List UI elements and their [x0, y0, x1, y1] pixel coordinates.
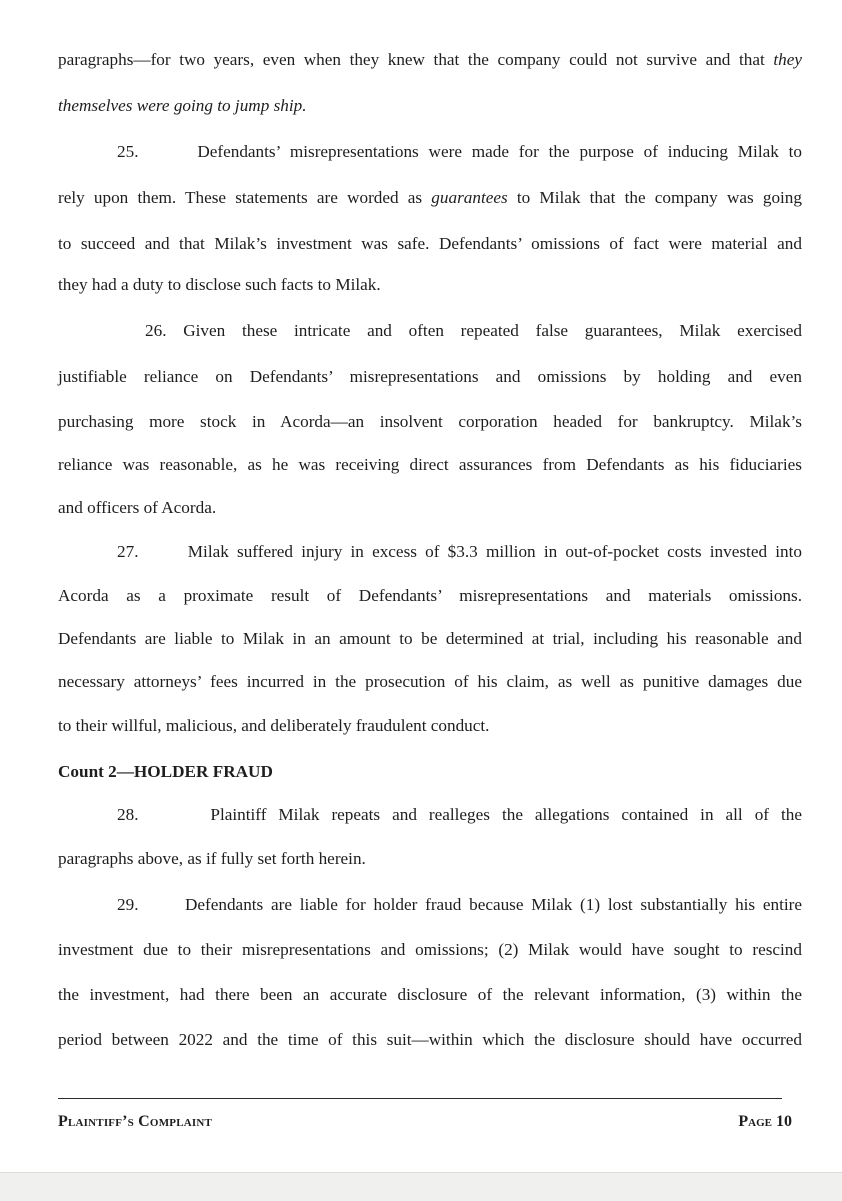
text-line: justifiable reliance on Defendants’ misrepresentations and omissions by holding and even [58, 367, 802, 386]
text-line: 25. Defendants’ misrepresentations were made for the purpose of inducing Milak to [117, 142, 802, 161]
text-line: 29. Defendants are liable for holder fraud because Milak (1) lost substantially his entire [117, 895, 802, 914]
text-line: themselves were going to jump ship. [58, 96, 307, 115]
text-line: necessary attorneys’ fees incurred in the prosecution of his claim, as well as punitive damages due [58, 672, 802, 691]
text-line: and officers of Acorda. [58, 498, 217, 517]
text-line: paragraphs above, as if fully set forth herein. [58, 849, 366, 868]
page-bottom-edge [0, 1172, 842, 1201]
text-line: reliance was reasonable, as he was receiving direct assurances from Defendants as his fiduciaries [58, 455, 802, 474]
text-line: purchasing more stock in Acorda—an insolvent corporation headed for bankruptcy. Milak’s [58, 412, 802, 431]
text-line: Defendants are liable to Milak in an amount to be determined at trial, including his reasonable and [58, 629, 802, 648]
text-line: they had a duty to disclose such facts to Milak. [58, 275, 381, 294]
text-line: 26. Given these intricate and often repeated false guarantees, Milak exercised [145, 321, 802, 340]
text-line: period between 2022 and the time of this suit—within which the disclosure should have occurred [58, 1030, 802, 1049]
text-line: investment due to their misrepresentations and omissions; (2) Milak would have sought to rescind [58, 940, 802, 959]
text-line: to their willful, malicious, and deliberately fraudulent conduct. [58, 716, 490, 735]
text-line: to succeed and that Milak’s investment was safe. Defendants’ omissions of fact were material and [58, 234, 802, 253]
footer-page-number: Page 10 [738, 1113, 792, 1130]
text-line: 28. Plaintiff Milak repeats and realleges the allegations contained in all of the [117, 805, 802, 824]
text-line: 27. Milak suffered injury in excess of $3.3 million in out-of-pocket costs invested into [117, 542, 802, 561]
text-line: the investment, had there been an accurate disclosure of the relevant information, (3) within the [58, 985, 802, 1004]
footer-document-title: Plaintiff’s Complaint [58, 1113, 213, 1130]
text-line: Acorda as a proximate result of Defendants’ misrepresentations and materials omissions. [58, 586, 802, 605]
text-line: paragraphs—for two years, even when they knew that the company could not survive and that they [58, 50, 802, 69]
text-line: rely upon them. These statements are worded as guarantees to Milak that the company was going [58, 188, 802, 207]
footer-divider [58, 1098, 782, 1099]
section-heading: Count 2—HOLDER FRAUD [58, 762, 273, 781]
